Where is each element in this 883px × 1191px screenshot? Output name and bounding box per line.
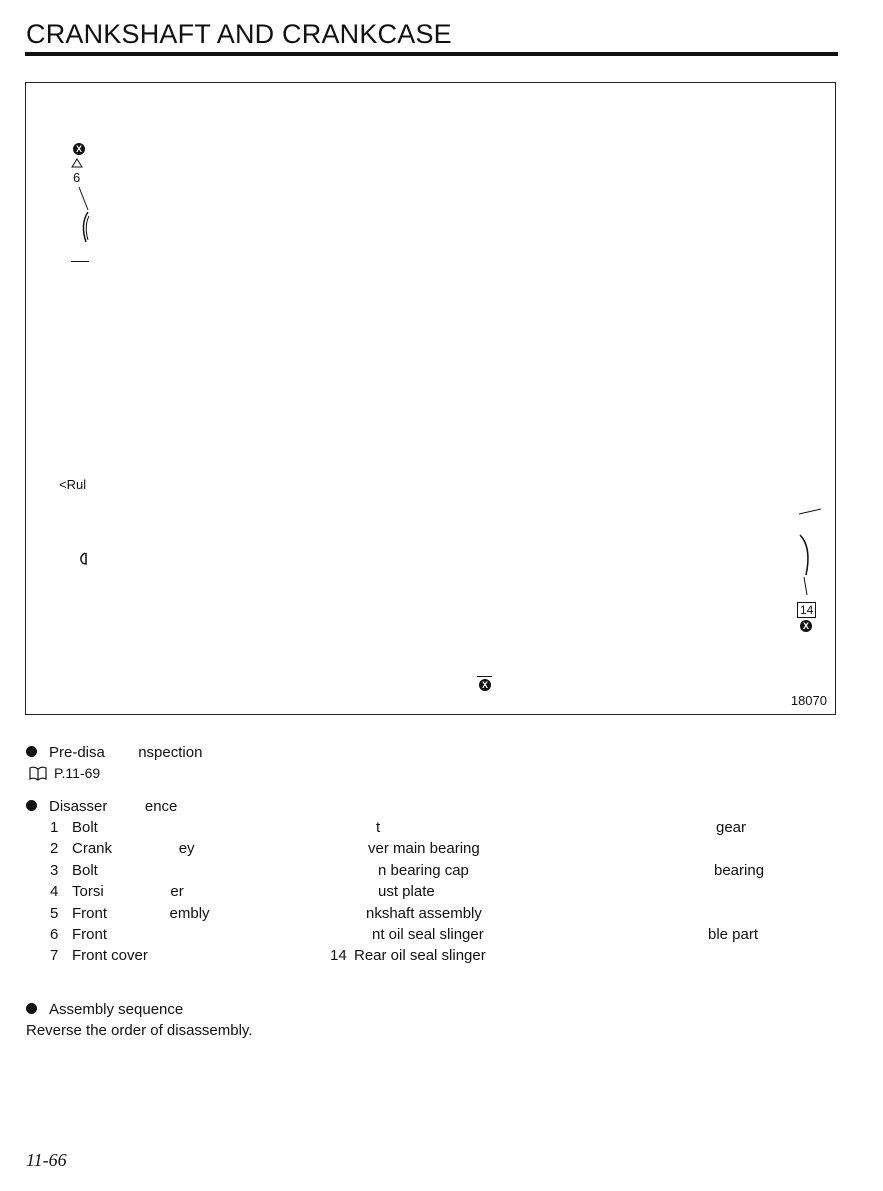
figure-id: 18070: [790, 693, 827, 708]
list-item: nt oil seal slinger: [372, 926, 484, 943]
list-item: ust plate: [378, 883, 435, 900]
assembly-title: Assembly sequence: [49, 1001, 184, 1018]
page-title: CRANKSHAFT AND CRANKCASE: [26, 19, 452, 49]
list-item: 2 Crank ey: [50, 840, 195, 857]
bullet-icon: [26, 1003, 37, 1014]
list-item: 3 Bolt: [50, 862, 98, 879]
replace-part-icon: X: [800, 620, 812, 632]
replace-part-icon: X: [73, 143, 85, 155]
leader-line: [477, 676, 492, 677]
pre-inspection-heading: [26, 744, 202, 761]
list-item: 6 Front: [50, 926, 108, 943]
replace-part-icon: X: [479, 679, 491, 691]
seal-part-icon: [78, 186, 90, 246]
list-item: 7 Front cover: [50, 947, 148, 964]
reference-link[interactable]: [28, 765, 100, 781]
list-item: t: [376, 819, 381, 836]
list-item: 14 Rear oil seal slinger: [330, 947, 486, 964]
rear-seal-part-icon: [794, 507, 824, 597]
bolt-part-icon: [79, 552, 89, 566]
callout-6-label: 6: [73, 170, 81, 185]
assembly-text: Reverse the order of disassembly.: [26, 1022, 253, 1039]
list-item: 4 Torsi er: [50, 883, 184, 900]
list-item: ver main bearing: [368, 840, 480, 857]
gasket-icon: [70, 157, 84, 169]
list-item: 5 Front embly: [50, 905, 210, 922]
assembly-heading: [26, 1001, 183, 1018]
title-rule: [25, 52, 838, 56]
disassembly-title: Disasser ence: [49, 798, 178, 815]
pre-inspection-title: Pre-disa nspection: [49, 744, 203, 761]
callout-14-label: 14: [797, 602, 816, 618]
list-item: n bearing cap: [378, 862, 469, 879]
list-item: nkshaft assembly: [366, 905, 482, 922]
leader-line: [71, 261, 89, 262]
book-icon: [28, 765, 48, 781]
list-item: bearing: [714, 862, 765, 879]
list-item: gear: [716, 819, 747, 836]
list-item: 1 Bolt: [50, 819, 98, 836]
exploded-view-figure: [25, 82, 836, 715]
partial-figure-label: <Rul: [59, 477, 87, 492]
bullet-icon: [26, 746, 37, 757]
page-number: 11-66: [26, 1150, 67, 1170]
reference-page: P.11-69: [54, 765, 101, 781]
list-item: ble part: [708, 926, 759, 943]
bullet-icon: [26, 800, 37, 811]
disassembly-heading: [26, 798, 177, 815]
